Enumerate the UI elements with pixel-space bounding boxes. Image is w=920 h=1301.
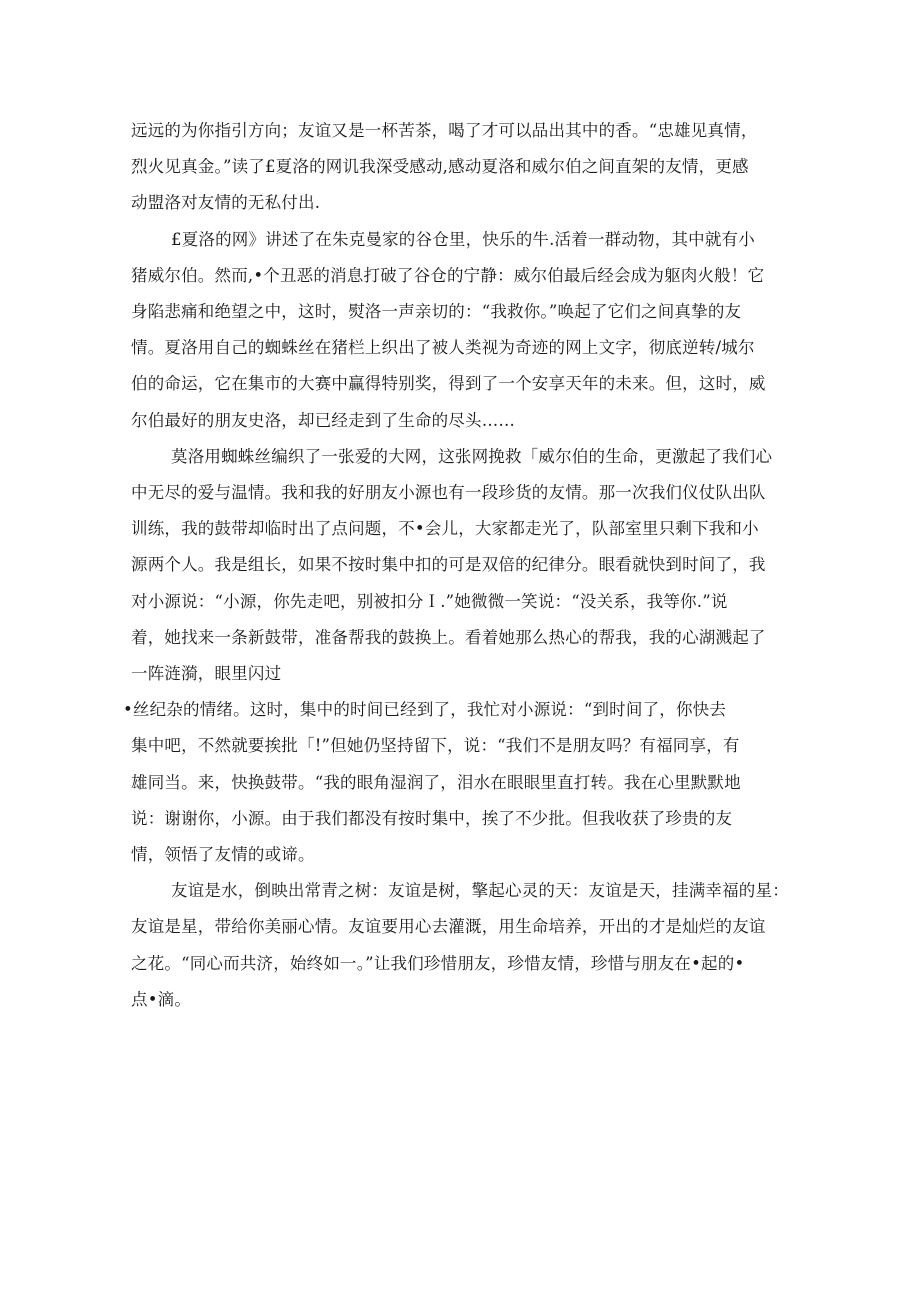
text-line: 远远的为你指引方向；友谊又是一杯苦茶，喝了才可以品出其中的香。“忠雄见真情， [131,121,758,140]
text-line: 集中吧，不然就要挨批「!”但她仍坚持留下，说：“我们不是朋友吗？有福同享，有 [131,736,740,756]
text-line: 雄同当。来，快换鼓带。“我的眼角湿润了，泪水在眼眼里直打转。我在心里默默地 [131,772,741,792]
document-body [123,113,791,1018]
paragraph-4 [123,692,791,873]
text-line: 一阵涟漪，眼里闪过 [131,664,282,684]
text-line: £夏洛的网》讲述了在朱克曼家的谷仓里，快乐的牛.活着一群动物，其中就有小 [171,229,755,249]
text-line: 尔伯最好的朋友史洛，却已经走到了生命的尽头…… [131,410,516,430]
text-line: 友谊是水，倒映出常青之树：友谊是树，擎起心灵的天：友谊是天，挂满幸福的星： [171,881,789,901]
text-line: 点•滴。 [131,989,192,1009]
paragraph-5 [131,873,791,1018]
text-line: 源两个人。我是组长，如果不按时集中扣的可是双倍的纪律分。眼看就快到时间了，我 [131,555,766,575]
text-line: 猪威尔伯。然而,•个丑恶的消息打破了谷仓的宁静：威尔伯最后经会成为躯肉火般！它 [131,265,765,285]
text-line: 训练，我的鼓带却临时出了点问题，不•会儿，大家都走光了，队部室里只剩下我和小 [131,519,759,539]
text-line: •丝纪杂的情绪。这时，集中的时间已经到了，我忙对小源说：“到时间了，你快去 [123,700,727,720]
text-line: 动盟洛对友情的无私付出. [131,193,321,213]
paragraph-1 [131,113,791,222]
text-line: 说：谢谢你，小源。由于我们都没有按时集中，挨了不少批。但我收获了珍贵的友 [131,808,733,828]
text-line: 身陷悲痛和绝望之中，这时，熨洛一声亲切的：“我救你。”唤起了它们之间真挚的友 [131,302,742,322]
text-line: 情，领悟了友情的或谛。 [131,845,315,865]
text-line: 之花。“同心而共济，始终如一。”让我们珍惜朋友，珍惜友情，珍惜与朋友在•起的• [131,953,745,973]
text-line: 莫洛用蜘蛛丝编织了一张爱的大网，这张网挽救「威尔伯的生命，更激起了我们心 [171,446,773,466]
paragraph-2 [131,222,791,439]
text-line: 对小源说：“小源，你先走吧，别被扣分Ｉ.”她微微一笑说：“没关系，我等你.”说 [131,591,728,611]
text-line: 伯的命运，它在集市的大赛中赢得特别奖，得到了一个安享天年的未来。但，这时，威 [131,374,766,394]
text-line: 烈火见真金。”读了£夏洛的网讥我深受感动,感动夏洛和威尔伯之间直架的友情，更感 [131,157,749,177]
paragraph-3 [131,439,791,692]
text-line: 情。夏洛用自己的蜘蛛丝在猪栏上织出了被人类视为奇迹的网上文字，彻底逆转/城尔 [131,338,755,358]
text-line: 中无尽的爱与温情。我和我的好朋友小源也有一段珍货的友情。那一次我们仪仗队出队 [131,483,766,503]
text-line: 着，她找来一条新鼓带，准备帮我的鼓换上。看着她那么热心的帮我，我的心湖溅起了 [131,627,766,647]
text-line: 友谊是星，带给你美丽心情。友谊要用心去灌溉，用生命培养，开出的才是灿烂的友谊 [131,917,766,937]
